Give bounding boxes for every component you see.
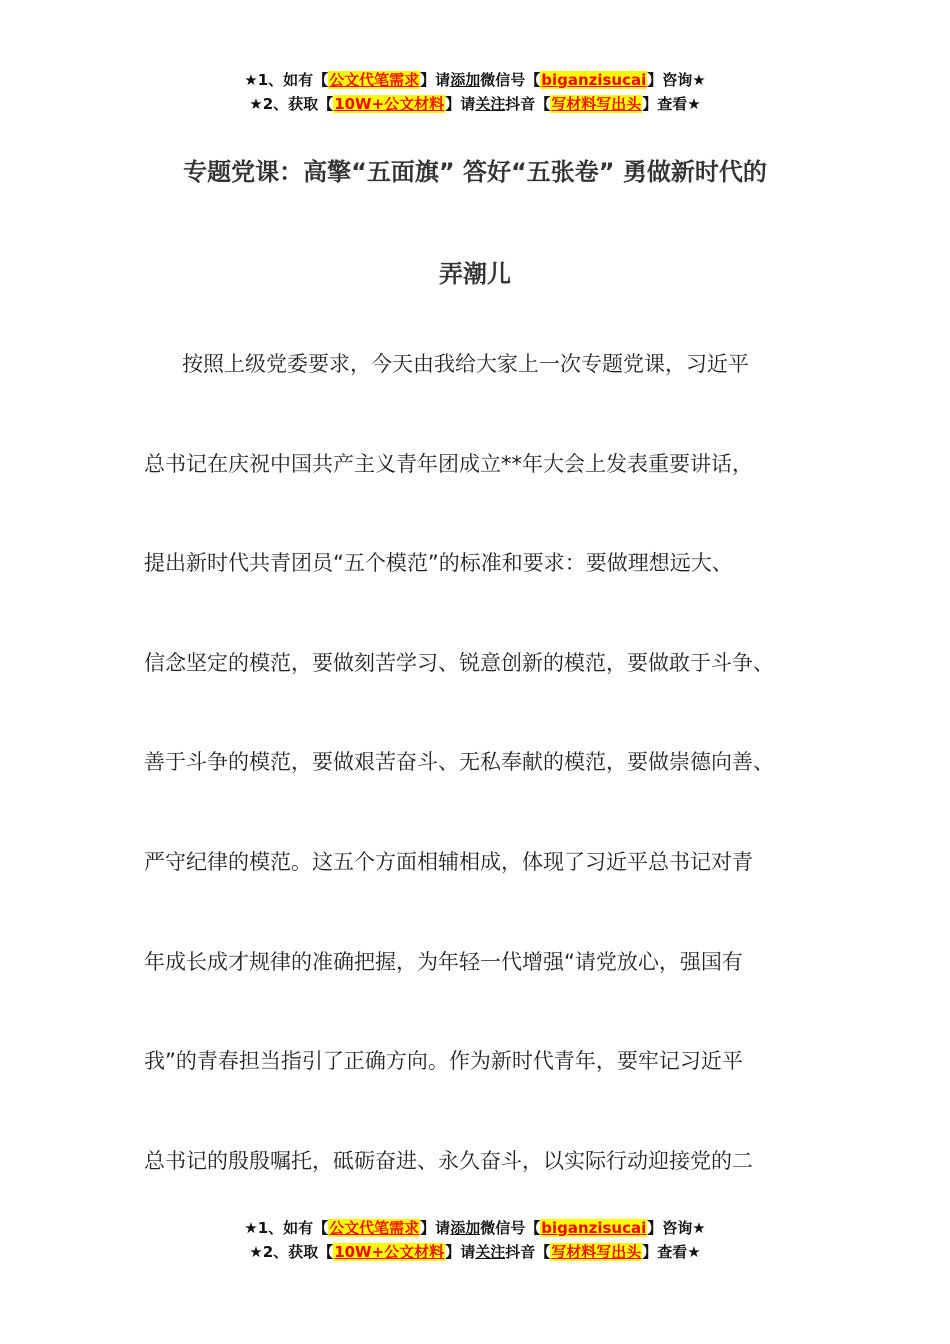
highlight-materials: 10W+公文材料 [334,1243,445,1261]
wechat-id: biganzisucai [541,71,647,89]
douyin-account: 写材料写出头 [551,1243,642,1261]
banner-text: 】请 [445,1243,476,1261]
banner-line-1 [0,68,950,92]
banner-emphasis: 关注 [475,95,506,113]
banner-text: 微信号【 [480,71,541,89]
banner-line-2 [0,92,950,116]
footer-banner [0,1216,950,1264]
banner-line-1 [0,1216,950,1240]
document-title-line-2: 弄潮儿 [439,260,511,288]
banner-text: ★2、获取【 [249,1243,334,1261]
banner-text: 抖音【 [505,95,551,113]
paragraph-line: 善于斗争的模范，要做艰苦奋斗、无私奉献的模范，要做崇德向善、 [144,750,774,775]
highlight-service: 公文代笔需求 [329,71,420,89]
paragraph-line: 总书记的殷殷嘱托，砥砺奋进、永久奋斗，以实际行动迎接党的二 [144,1148,753,1173]
paragraph-line: 按照上级党委要求，今天由我给大家上一次专题党课，习近平 [182,352,749,376]
banner-emphasis: 添加 [450,1219,481,1237]
highlight-materials: 10W+公文材料 [334,95,445,113]
body-paragraph [144,344,824,1240]
document-title-line-1: 专题党课：高擎“五面旗” 答好“五张卷” 勇做新时代的 [183,158,767,186]
paragraph-line: 总书记在庆祝中国共产主义青年团成立**年大会上发表重要讲话， [144,451,753,476]
banner-emphasis: 关注 [475,1243,506,1261]
banner-text: ★1、如有【 [244,71,329,89]
banner-text: 微信号【 [480,1219,541,1237]
banner-text: 】请 [420,1219,451,1237]
banner-emphasis: 添加 [450,71,481,89]
douyin-account: 写材料写出头 [551,95,642,113]
banner-text: 】咨询★ [647,71,706,89]
banner-line-2 [0,1240,950,1264]
banner-text: 】请 [420,71,451,89]
banner-text: 】咨询★ [647,1219,706,1237]
paragraph-line: 年成长成才规律的准确把握，为年轻一代增强“请党放心，强国有 [144,949,743,974]
banner-text: 抖音【 [505,1243,551,1261]
paragraph-line: 严守纪律的模范。这五个方面相辅相成，体现了习近平总书记对青 [144,849,753,874]
banner-text: 】请 [445,95,476,113]
highlight-service: 公文代笔需求 [329,1219,420,1237]
banner-text: 】查看★ [642,1243,701,1261]
paragraph-line: 信念坚定的模范，要做刻苦学习、锐意创新的模范，要做敢于斗争、 [144,650,774,675]
wechat-id: biganzisucai [541,1219,647,1237]
banner-text: ★1、如有【 [244,1219,329,1237]
header-banner [0,68,950,116]
banner-text: 】查看★ [642,95,701,113]
paragraph-line: 我”的青春担当指引了正确方向。作为新时代青年，要牢记习近平 [144,1049,743,1074]
paragraph-line: 提出新时代共青团员“五个模范”的标准和要求：要做理想远大、 [144,551,733,576]
banner-text: ★2、获取【 [249,95,334,113]
